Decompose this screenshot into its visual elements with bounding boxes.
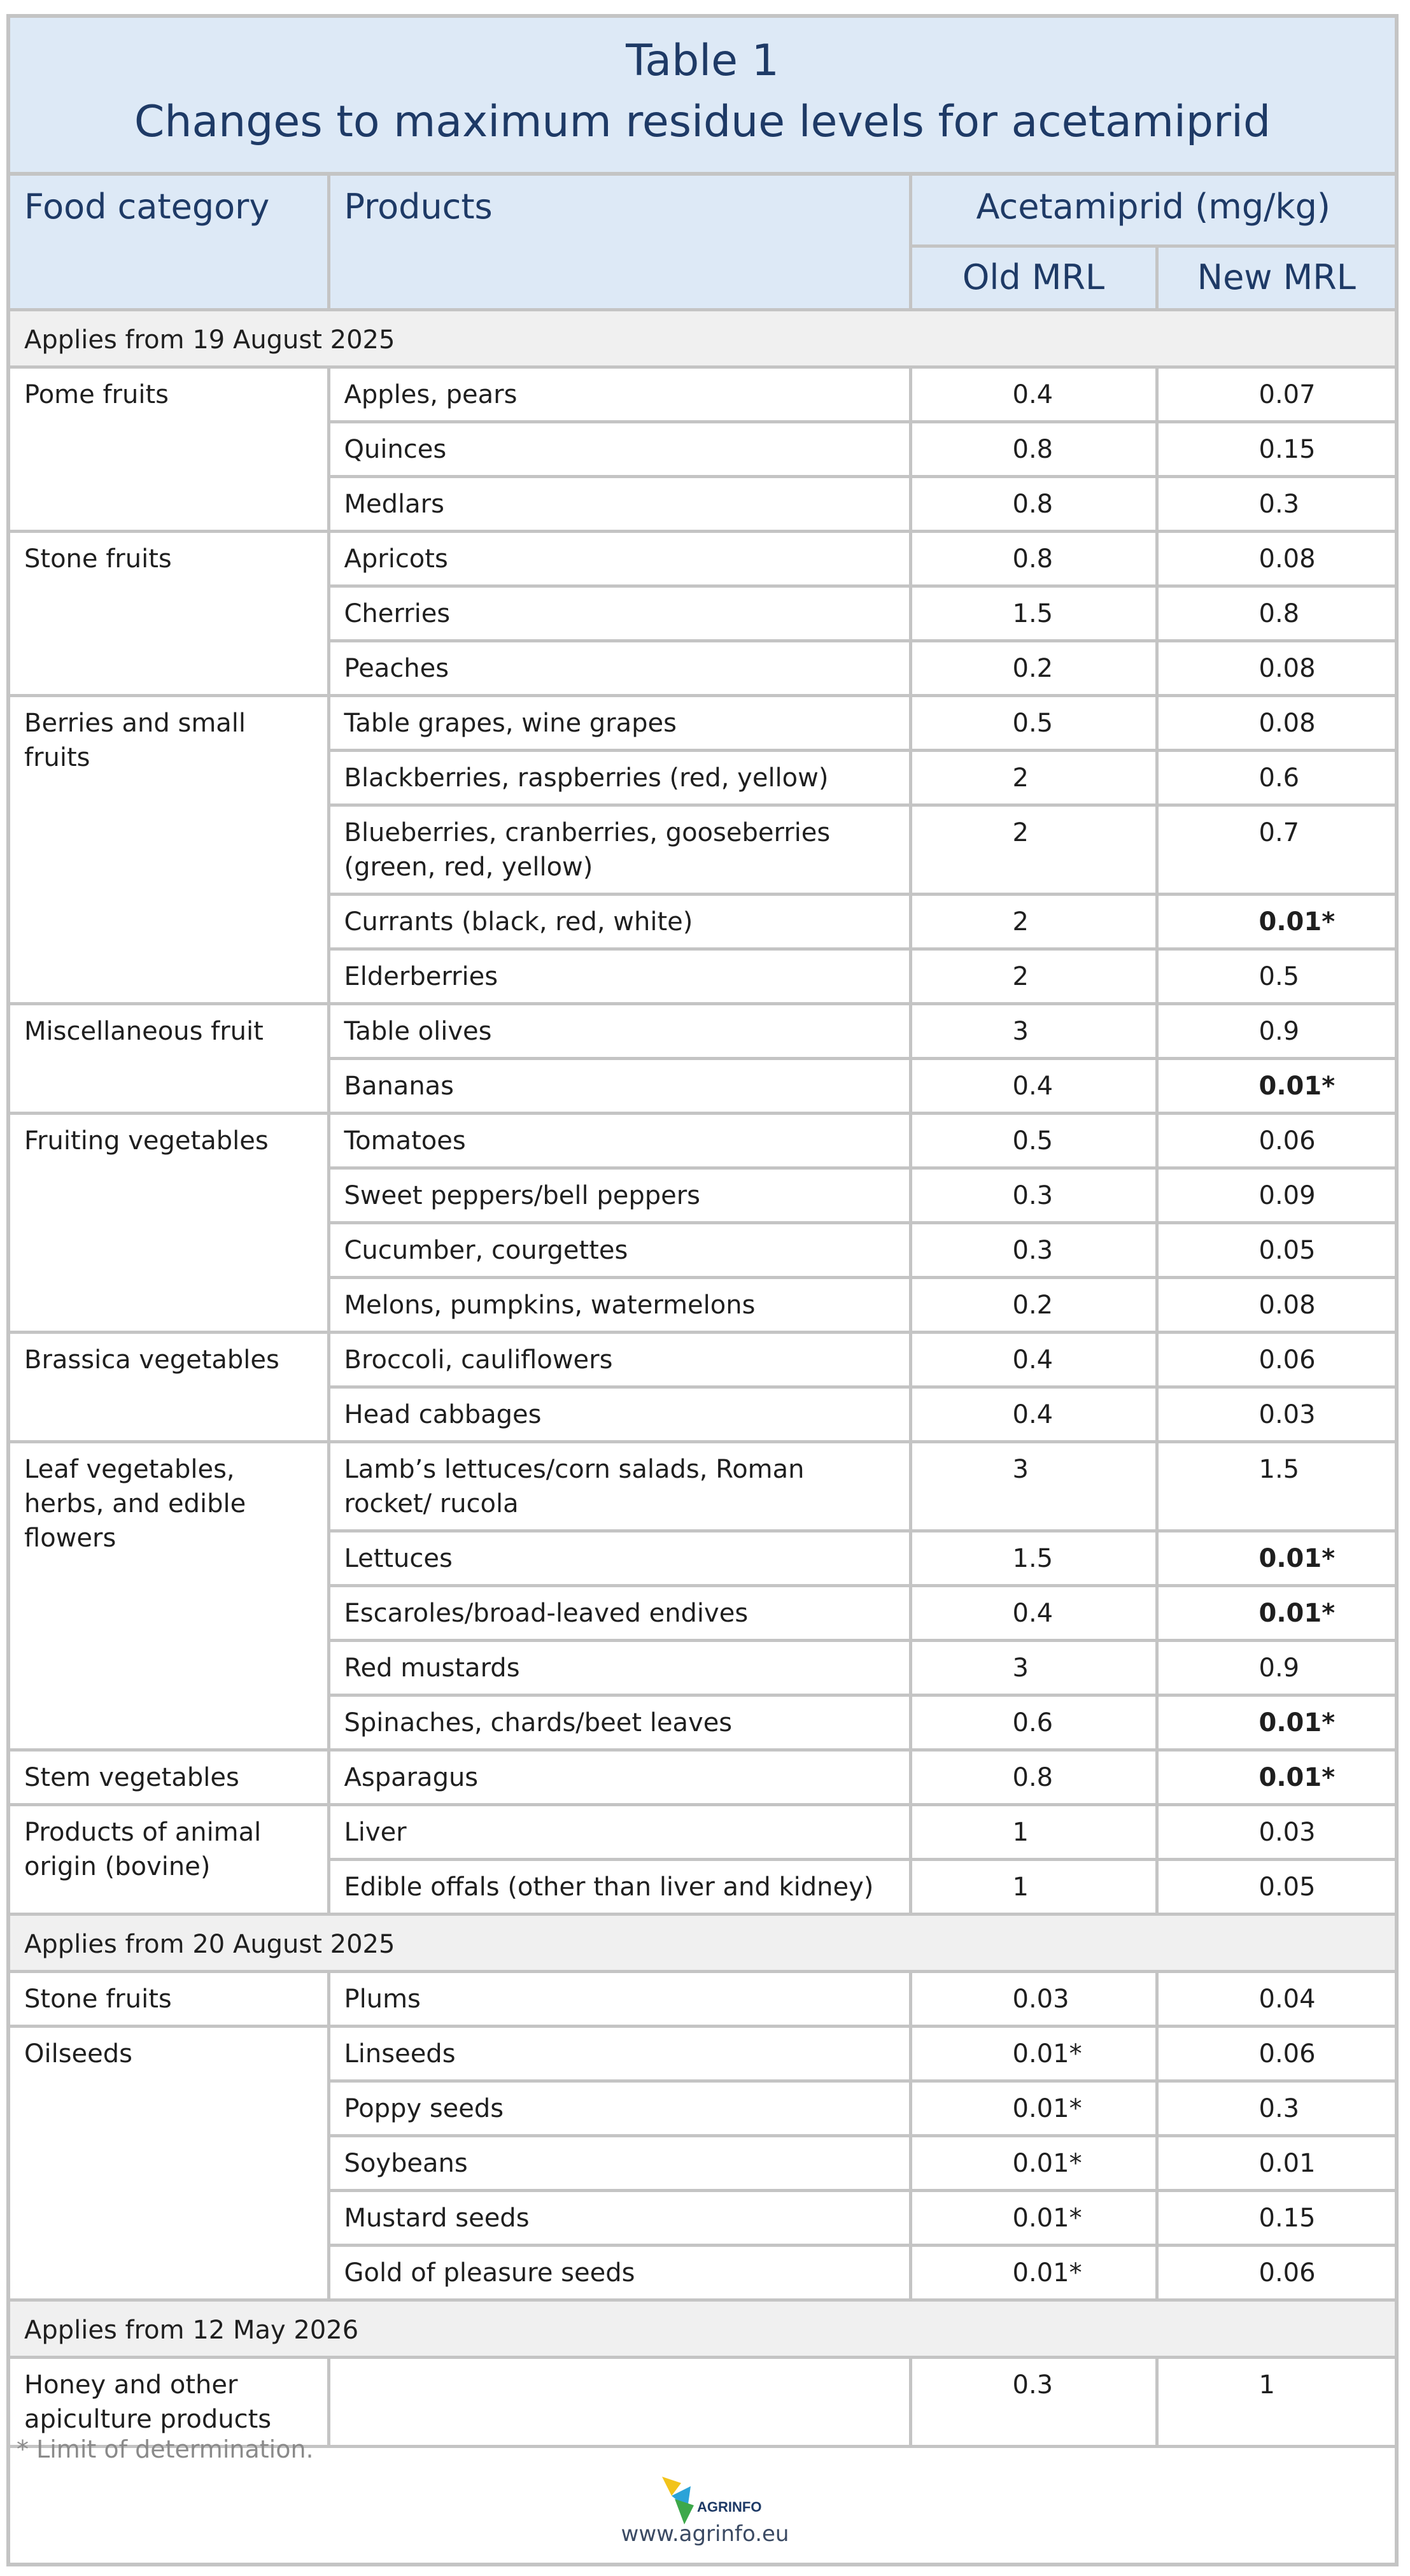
cell-new-mrl: 0.3 bbox=[1157, 476, 1395, 531]
cell-new-mrl: 0.9 bbox=[1157, 1640, 1395, 1695]
cell-food-category: Pome fruits bbox=[10, 367, 328, 531]
cell-food-category: Leaf vegetables, herbs, and edible flowers bbox=[10, 1441, 328, 1750]
cell-new-mrl: 0.5 bbox=[1157, 949, 1395, 1003]
header-food-category: Food category bbox=[10, 176, 328, 309]
cell-product: Melons, pumpkins, watermelons bbox=[328, 1277, 910, 1332]
cell-new-mrl: 0.09 bbox=[1157, 1168, 1395, 1222]
cell-product: Cherries bbox=[328, 586, 910, 640]
table-row bbox=[10, 1750, 1395, 1804]
cell-old-mrl: 0.01* bbox=[910, 2026, 1157, 2081]
cell-food-category: Fruiting vegetables bbox=[10, 1113, 328, 1332]
cell-food-category: Stone fruits bbox=[10, 1971, 328, 2026]
section-label: Applies from 20 August 2025 bbox=[10, 1914, 1395, 1971]
title-line-1: Table 1 bbox=[626, 36, 779, 86]
cell-new-mrl: 0.03 bbox=[1157, 1387, 1395, 1441]
cell-product: Asparagus bbox=[328, 1750, 910, 1804]
cell-product: Table olives bbox=[328, 1003, 910, 1058]
cell-old-mrl: 0.4 bbox=[910, 367, 1157, 421]
cell-new-mrl: 0.06 bbox=[1157, 2026, 1395, 2081]
cell-product: Linseeds bbox=[328, 2026, 910, 2081]
table-row bbox=[10, 1332, 1395, 1387]
cell-food-category: Oilseeds bbox=[10, 2026, 328, 2300]
cell-old-mrl: 0.8 bbox=[910, 531, 1157, 586]
cell-new-mrl: 0.07 bbox=[1157, 367, 1395, 421]
cell-product: Quinces bbox=[328, 421, 910, 476]
logo-text: AGRINFO bbox=[697, 2499, 762, 2515]
cell-old-mrl: 0.01* bbox=[910, 2190, 1157, 2245]
table-row bbox=[10, 2026, 1395, 2081]
cell-product: Currants (black, red, white) bbox=[328, 894, 910, 949]
cell-product: Lamb’s lettuces/corn salads, Roman rocket/ rucola bbox=[328, 1441, 910, 1531]
cell-product bbox=[328, 2357, 910, 2446]
cell-old-mrl: 0.3 bbox=[910, 2357, 1157, 2446]
cell-new-mrl: 0.06 bbox=[1157, 1113, 1395, 1168]
cell-food-category: Products of animal origin (bovine) bbox=[10, 1804, 328, 1914]
mrl-table bbox=[10, 176, 1395, 2448]
cell-old-mrl: 2 bbox=[910, 949, 1157, 1003]
cell-old-mrl: 3 bbox=[910, 1441, 1157, 1531]
cell-new-mrl: 0.01* bbox=[1157, 894, 1395, 949]
cell-product: Gold of pleasure seeds bbox=[328, 2245, 910, 2300]
cell-product: Head cabbages bbox=[328, 1387, 910, 1441]
cell-old-mrl: 1 bbox=[910, 1859, 1157, 1914]
cell-new-mrl: 0.04 bbox=[1157, 1971, 1395, 2026]
cell-product: Liver bbox=[328, 1804, 910, 1859]
cell-product: Table grapes, wine grapes bbox=[328, 695, 910, 750]
cell-product: Medlars bbox=[328, 476, 910, 531]
table-row bbox=[10, 2357, 1395, 2446]
cell-food-category: Berries and small fruits bbox=[10, 695, 328, 1003]
cell-old-mrl: 0.6 bbox=[910, 1695, 1157, 1750]
cell-old-mrl: 0.2 bbox=[910, 1277, 1157, 1332]
cell-old-mrl: 3 bbox=[910, 1003, 1157, 1058]
cell-new-mrl: 0.05 bbox=[1157, 1859, 1395, 1914]
table-row bbox=[10, 1441, 1395, 1531]
cell-old-mrl: 0.3 bbox=[910, 1168, 1157, 1222]
cell-product: Apples, pears bbox=[328, 367, 910, 421]
cell-old-mrl: 0.8 bbox=[910, 1750, 1157, 1804]
header-new-mrl: New MRL bbox=[1157, 246, 1395, 309]
cell-product: Mustard seeds bbox=[328, 2190, 910, 2245]
cell-old-mrl: 2 bbox=[910, 750, 1157, 805]
cell-product: Elderberries bbox=[328, 949, 910, 1003]
cell-product: Apricots bbox=[328, 531, 910, 586]
cell-food-category: Stem vegetables bbox=[10, 1750, 328, 1804]
cell-old-mrl: 2 bbox=[910, 894, 1157, 949]
cell-food-category: Stone fruits bbox=[10, 531, 328, 695]
cell-new-mrl: 0.7 bbox=[1157, 805, 1395, 894]
cell-old-mrl: 1.5 bbox=[910, 586, 1157, 640]
cell-product: Escaroles/broad-leaved endives bbox=[328, 1585, 910, 1640]
cell-new-mrl: 0.15 bbox=[1157, 2190, 1395, 2245]
website-link[interactable]: www.agrinfo.eu bbox=[621, 2521, 789, 2547]
table-row bbox=[10, 695, 1395, 750]
table-row bbox=[10, 531, 1395, 586]
cell-old-mrl: 0.4 bbox=[910, 1058, 1157, 1113]
header-old-mrl: Old MRL bbox=[910, 246, 1157, 309]
cell-product: Sweet peppers/bell peppers bbox=[328, 1168, 910, 1222]
cell-new-mrl: 0.9 bbox=[1157, 1003, 1395, 1058]
cell-new-mrl: 0.01* bbox=[1157, 1585, 1395, 1640]
cell-food-category: Brassica vegetables bbox=[10, 1332, 328, 1441]
section-label: Applies from 12 May 2026 bbox=[10, 2300, 1395, 2357]
section-row bbox=[10, 1914, 1395, 1971]
cell-product: Poppy seeds bbox=[328, 2081, 910, 2135]
cell-new-mrl: 0.03 bbox=[1157, 1804, 1395, 1859]
cell-old-mrl: 0.03 bbox=[910, 1971, 1157, 2026]
table-title bbox=[10, 18, 1395, 176]
cell-new-mrl: 0.05 bbox=[1157, 1222, 1395, 1277]
cell-new-mrl: 0.3 bbox=[1157, 2081, 1395, 2135]
cell-old-mrl: 0.5 bbox=[910, 1113, 1157, 1168]
cell-new-mrl: 0.08 bbox=[1157, 695, 1395, 750]
cell-food-category: Miscellaneous fruit bbox=[10, 1003, 328, 1113]
cell-product: Bananas bbox=[328, 1058, 910, 1113]
cell-old-mrl: 0.01* bbox=[910, 2081, 1157, 2135]
cell-product: Lettuces bbox=[328, 1531, 910, 1585]
header-acetamiprid: Acetamiprid (mg/kg) bbox=[910, 176, 1395, 246]
cell-new-mrl: 0.01* bbox=[1157, 1058, 1395, 1113]
footnote: * Limit of determination. bbox=[17, 2435, 314, 2463]
cell-new-mrl: 1.5 bbox=[1157, 1441, 1395, 1531]
cell-old-mrl: 0.01* bbox=[910, 2245, 1157, 2300]
section-label: Applies from 19 August 2025 bbox=[10, 309, 1395, 367]
table-row bbox=[10, 1804, 1395, 1859]
cell-new-mrl: 0.08 bbox=[1157, 1277, 1395, 1332]
cell-product: Edible offals (other than liver and kidney) bbox=[328, 1859, 910, 1914]
cell-old-mrl: 1 bbox=[910, 1804, 1157, 1859]
table-frame bbox=[6, 14, 1399, 2566]
section-row bbox=[10, 2300, 1395, 2357]
cell-product: Blackberries, raspberries (red, yellow) bbox=[328, 750, 910, 805]
section-row bbox=[10, 309, 1395, 367]
title-line-2: Changes to maximum residue levels for acetamiprid bbox=[134, 97, 1271, 147]
cell-new-mrl: 0.15 bbox=[1157, 421, 1395, 476]
cell-product: Plums bbox=[328, 1971, 910, 2026]
cell-old-mrl: 0.5 bbox=[910, 695, 1157, 750]
cell-old-mrl: 0.8 bbox=[910, 421, 1157, 476]
header-products: Products bbox=[328, 176, 910, 309]
cell-old-mrl: 0.3 bbox=[910, 1222, 1157, 1277]
cell-new-mrl: 0.01* bbox=[1157, 1695, 1395, 1750]
cell-new-mrl: 0.01* bbox=[1157, 1531, 1395, 1585]
cell-old-mrl: 0.4 bbox=[910, 1387, 1157, 1441]
cell-new-mrl: 0.6 bbox=[1157, 750, 1395, 805]
cell-product: Blueberries, cranberries, gooseberries (green, red, yellow) bbox=[328, 805, 910, 894]
cell-old-mrl: 1.5 bbox=[910, 1531, 1157, 1585]
cell-old-mrl: 3 bbox=[910, 1640, 1157, 1695]
logo-green-shape bbox=[675, 2499, 694, 2524]
cell-old-mrl: 0.4 bbox=[910, 1332, 1157, 1387]
cell-product: Red mustards bbox=[328, 1640, 910, 1695]
cell-product: Peaches bbox=[328, 640, 910, 695]
cell-old-mrl: 0.01* bbox=[910, 2135, 1157, 2190]
cell-new-mrl: 0.08 bbox=[1157, 531, 1395, 586]
cell-old-mrl: 0.2 bbox=[910, 640, 1157, 695]
cell-new-mrl: 0.8 bbox=[1157, 586, 1395, 640]
table-row bbox=[10, 367, 1395, 421]
table-row bbox=[10, 1113, 1395, 1168]
cell-product: Cucumber, courgettes bbox=[328, 1222, 910, 1277]
cell-new-mrl: 0.01* bbox=[1157, 1750, 1395, 1804]
cell-food-category: Honey and other apiculture products bbox=[10, 2357, 328, 2446]
cell-product: Broccoli, cauliflowers bbox=[328, 1332, 910, 1387]
agrinfo-logo-icon bbox=[637, 2470, 764, 2528]
cell-new-mrl: 0.08 bbox=[1157, 640, 1395, 695]
cell-old-mrl: 0.4 bbox=[910, 1585, 1157, 1640]
cell-old-mrl: 0.8 bbox=[910, 476, 1157, 531]
cell-product: Soybeans bbox=[328, 2135, 910, 2190]
cell-new-mrl: 1 bbox=[1157, 2357, 1395, 2446]
cell-new-mrl: 0.06 bbox=[1157, 1332, 1395, 1387]
cell-new-mrl: 0.01 bbox=[1157, 2135, 1395, 2190]
cell-new-mrl: 0.06 bbox=[1157, 2245, 1395, 2300]
table-row bbox=[10, 1971, 1395, 2026]
cell-old-mrl: 2 bbox=[910, 805, 1157, 894]
cell-product: Spinaches, chards/beet leaves bbox=[328, 1695, 910, 1750]
cell-product: Tomatoes bbox=[328, 1113, 910, 1168]
table-row bbox=[10, 1003, 1395, 1058]
table-body bbox=[10, 309, 1395, 2446]
